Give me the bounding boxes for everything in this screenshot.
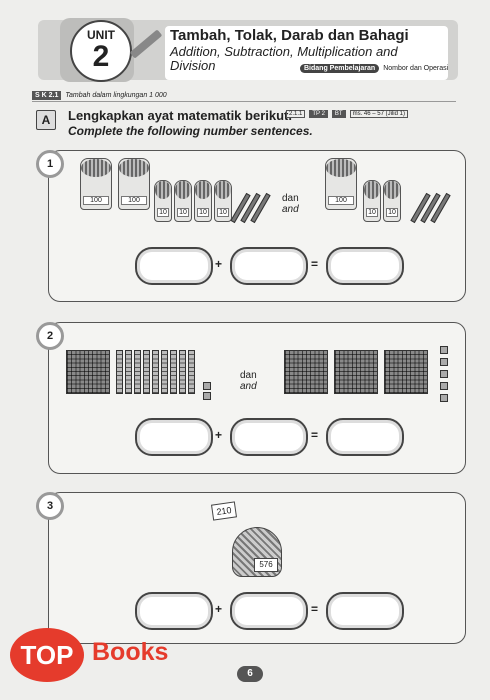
- dan-text: dan: [282, 193, 299, 204]
- equals-sign: =: [311, 428, 319, 442]
- ten-jar: [174, 180, 192, 222]
- ref-tag: BT: [332, 110, 346, 118]
- ten-rod: [134, 350, 141, 394]
- learning-area: [300, 65, 448, 72]
- answer-oval[interactable]: [135, 592, 213, 630]
- dan-text: dan: [240, 370, 257, 381]
- topbooks-logo: TOP: [10, 628, 84, 682]
- jar-label: 10: [177, 208, 189, 217]
- unit-cube: [440, 346, 448, 354]
- unit-cube: [440, 394, 448, 402]
- unit-badge: [70, 20, 132, 82]
- title-english: Addition, Subtraction, Multiplication and Division: [170, 44, 398, 73]
- answer-oval[interactable]: [135, 418, 213, 456]
- answer-oval[interactable]: [326, 247, 404, 285]
- jar-label: 10: [197, 208, 209, 217]
- unit-label: UNIT: [87, 28, 115, 42]
- question-number: 1: [36, 150, 64, 178]
- unit-cube: [203, 382, 211, 390]
- jar-lid: [195, 181, 211, 199]
- ref-tag: 2.1.1: [286, 110, 305, 118]
- jar-lid: [364, 181, 380, 199]
- unit-cube: [440, 370, 448, 378]
- equals-sign: =: [311, 602, 319, 616]
- jar-lid: [215, 181, 231, 199]
- learning-area-label: Bidang Pembelajaran: [300, 64, 379, 73]
- hundred-flat: [284, 350, 328, 394]
- instruction-malay: Lengkapkan ayat matematik berikut.: [68, 108, 292, 123]
- ten-rod: [161, 350, 168, 394]
- jar-label: 100: [121, 196, 147, 205]
- and-word: [282, 193, 299, 215]
- jar-lid: [326, 159, 356, 177]
- ten-rod: [179, 350, 186, 394]
- answer-oval[interactable]: [230, 418, 308, 456]
- jar-label: 10: [366, 208, 378, 217]
- jar-lid: [384, 181, 400, 199]
- page-number: 6: [237, 666, 263, 682]
- ten-rod: [152, 350, 159, 394]
- hundred-jar: [118, 158, 150, 210]
- unit-cube: [203, 392, 211, 400]
- jar-lid: [155, 181, 171, 199]
- and-word: [240, 370, 257, 392]
- standard-text: Tambah dalam lingkungan 1 000: [65, 92, 167, 99]
- hundred-flat: [334, 350, 378, 394]
- jar-label: 10: [386, 208, 398, 217]
- title-malay: Tambah, Tolak, Darab dan Bahagi: [170, 27, 409, 44]
- number-card: 210: [211, 501, 237, 520]
- ten-jar: [363, 180, 381, 222]
- learning-area-value: Nombor dan Operasi: [383, 65, 449, 72]
- jar-label: 100: [83, 196, 109, 205]
- ref-tag: TP 2: [309, 110, 328, 118]
- topbooks-logo-text: Books: [92, 638, 169, 666]
- plus-sign: +: [215, 602, 223, 616]
- question-number: 3: [36, 492, 64, 520]
- plus-sign: +: [215, 428, 223, 442]
- unit-number: 2: [92, 40, 110, 73]
- jar-lid: [175, 181, 191, 199]
- hundred-flat: [384, 350, 428, 394]
- ten-rod: [143, 350, 150, 394]
- plus-sign: +: [215, 257, 223, 271]
- unit-cube: [440, 382, 448, 390]
- answer-oval[interactable]: [230, 592, 308, 630]
- ten-jar: [194, 180, 212, 222]
- question-number: 2: [36, 322, 64, 350]
- unit-cube: [440, 358, 448, 366]
- reference-tags: [286, 110, 412, 118]
- ten-jar: [214, 180, 232, 222]
- and-text: and: [240, 381, 257, 392]
- number-card: 576: [254, 558, 278, 572]
- instruction-english: Complete the following number sentences.: [68, 124, 313, 138]
- jar-label: 100: [328, 196, 354, 205]
- ten-rod: [125, 350, 132, 394]
- answer-oval[interactable]: [230, 247, 308, 285]
- answer-oval[interactable]: [326, 418, 404, 456]
- jar-lid: [81, 159, 111, 177]
- answer-oval[interactable]: [326, 592, 404, 630]
- jar-label: 10: [157, 208, 169, 217]
- ten-jar: [383, 180, 401, 222]
- ten-rod: [170, 350, 177, 394]
- standard-line: [32, 92, 167, 99]
- section-letter: A: [36, 110, 56, 130]
- jar-label: 10: [217, 208, 229, 217]
- hundred-jar: [325, 158, 357, 210]
- standard-code: S K 2.1: [32, 91, 61, 100]
- hundred-flat: [66, 350, 110, 394]
- equals-sign: =: [311, 257, 319, 271]
- answer-oval[interactable]: [135, 247, 213, 285]
- divider: [32, 101, 456, 102]
- ten-jar: [154, 180, 172, 222]
- ten-rod: [188, 350, 195, 394]
- hundred-jar: [80, 158, 112, 210]
- ref-tag: ms. 46 – 57 (Jilid 1): [350, 110, 408, 118]
- ten-rod: [116, 350, 123, 394]
- jar-lid: [119, 159, 149, 177]
- and-text: and: [282, 204, 299, 215]
